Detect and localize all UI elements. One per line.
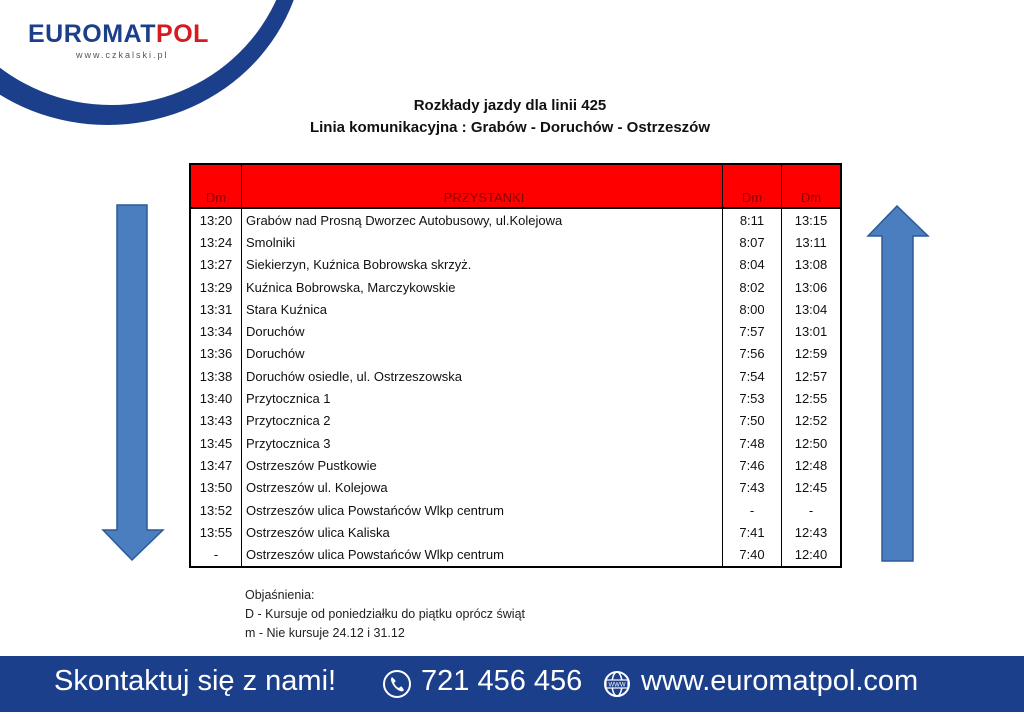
footer-website[interactable]: www.euromatpol.com <box>641 665 919 697</box>
table-row <box>190 521 841 543</box>
table-row <box>190 320 841 342</box>
stop-name: Ostrzeszów Pustkowie <box>242 454 723 476</box>
page-subtitle: Linia komunikacyjna : Grabów - Doruchów - Ostrzeszów <box>309 119 711 136</box>
notes <box>245 586 525 643</box>
stop-name: Ostrzeszów ulica Powstańców Wlkp centrum <box>242 499 723 521</box>
time-dm-2: 7:41 <box>723 521 782 543</box>
footer-banner <box>0 656 1024 712</box>
time-dm-2: 7:50 <box>723 410 782 432</box>
brand-logo <box>28 20 209 49</box>
time-dm-1: 13:20 <box>190 208 242 231</box>
time-dm-3: 12:59 <box>782 343 842 365</box>
header-stops: PRZYSTANKI <box>242 164 723 208</box>
stop-name: Ostrzeszów ulica Kaliska <box>242 521 723 543</box>
notes-line-1: D - Kursuje od poniedziałku do piątku oprócz świąt <box>245 607 526 621</box>
time-dm-3: 13:11 <box>782 231 842 253</box>
time-dm-3: 12:48 <box>782 454 842 476</box>
header-dm-1: Dm <box>190 164 242 208</box>
time-dm-1: 13:31 <box>190 298 242 320</box>
brand-name-part2: POL <box>156 20 209 48</box>
time-dm-1: 13:40 <box>190 387 242 409</box>
brand-name-part1: EUROMAT <box>28 20 157 48</box>
stop-name: Siekierzyn, Kuźnica Bobrowska skrzyż. <box>242 254 723 276</box>
notes-heading: Objaśnienia: <box>245 588 315 602</box>
time-dm-2: 7:46 <box>723 454 782 476</box>
time-dm-3: 12:45 <box>782 477 842 499</box>
table-row <box>190 543 841 566</box>
table-row <box>190 276 841 298</box>
notes-line-2: m - Nie kursuje 24.12 i 31.12 <box>245 626 405 640</box>
table-row <box>190 343 841 365</box>
timetable <box>189 163 842 568</box>
stop-name: Ostrzeszów ulica Powstańców Wlkp centrum <box>242 543 723 566</box>
time-dm-3: 12:40 <box>782 543 842 566</box>
table-row <box>190 387 841 409</box>
time-dm-1: 13:34 <box>190 320 242 342</box>
time-dm-1: 13:38 <box>190 365 242 387</box>
stop-name: Doruchów <box>242 343 723 365</box>
footer-contact-text: Skontaktuj się z nami! <box>54 665 337 697</box>
time-dm-1: 13:43 <box>190 410 242 432</box>
time-dm-1: 13:27 <box>190 254 242 276</box>
time-dm-2: 7:48 <box>723 432 782 454</box>
header-dm-2: Dm <box>723 164 782 208</box>
table-row <box>190 254 841 276</box>
time-dm-1: 13:50 <box>190 477 242 499</box>
time-dm-1: 13:52 <box>190 499 242 521</box>
table-row <box>190 410 841 432</box>
time-dm-2: 7:43 <box>723 477 782 499</box>
page-title: Rozkłady jazdy dla linii 425 <box>413 97 607 114</box>
arrow-up-icon <box>866 205 930 563</box>
time-dm-3: 13:08 <box>782 254 842 276</box>
header-dm-3: Dm <box>782 164 842 208</box>
stop-name: Grabów nad Prosną Dworzec Autobusowy, ul.Kolejowa <box>242 208 723 231</box>
time-dm-1: - <box>190 543 242 566</box>
table-row <box>190 231 841 253</box>
time-dm-3: 12:52 <box>782 410 842 432</box>
time-dm-2: 8:11 <box>723 208 782 231</box>
timetable-body <box>190 208 841 567</box>
table-row <box>190 432 841 454</box>
time-dm-2: - <box>723 499 782 521</box>
footer-phone[interactable]: 721 456 456 <box>421 665 583 697</box>
table-row <box>190 365 841 387</box>
time-dm-1: 13:36 <box>190 343 242 365</box>
time-dm-3: 12:50 <box>782 432 842 454</box>
time-dm-2: 8:02 <box>723 276 782 298</box>
arrow-down-icon <box>101 204 165 562</box>
table-row <box>190 208 841 231</box>
time-dm-2: 8:00 <box>723 298 782 320</box>
time-dm-1: 13:55 <box>190 521 242 543</box>
stop-name: Stara Kuźnica <box>242 298 723 320</box>
table-row <box>190 499 841 521</box>
time-dm-2: 7:53 <box>723 387 782 409</box>
time-dm-3: 13:04 <box>782 298 842 320</box>
time-dm-2: 8:07 <box>723 231 782 253</box>
stop-name: Kuźnica Bobrowska, Marczykowskie <box>242 276 723 298</box>
stop-name: Ostrzeszów ul. Kolejowa <box>242 477 723 499</box>
stop-name: Doruchów <box>242 320 723 342</box>
time-dm-2: 7:54 <box>723 365 782 387</box>
table-row <box>190 454 841 476</box>
brand-url: www.czkalski.pl <box>76 50 169 60</box>
time-dm-3: 13:06 <box>782 276 842 298</box>
globe-icon <box>602 668 632 700</box>
time-dm-2: 8:04 <box>723 254 782 276</box>
time-dm-1: 13:29 <box>190 276 242 298</box>
phone-icon <box>382 668 412 700</box>
stop-name: Smolniki <box>242 231 723 253</box>
time-dm-2: 7:56 <box>723 343 782 365</box>
time-dm-1: 13:47 <box>190 454 242 476</box>
table-row <box>190 477 841 499</box>
time-dm-3: 13:15 <box>782 208 842 231</box>
stop-name: Przytocznica 3 <box>242 432 723 454</box>
svg-text:WWW: WWW <box>608 682 626 689</box>
time-dm-1: 13:24 <box>190 231 242 253</box>
time-dm-3: 12:43 <box>782 521 842 543</box>
time-dm-3: 12:57 <box>782 365 842 387</box>
stop-name: Doruchów osiedle, ul. Ostrzeszowska <box>242 365 723 387</box>
time-dm-1: 13:45 <box>190 432 242 454</box>
table-row <box>190 298 841 320</box>
time-dm-2: 7:40 <box>723 543 782 566</box>
time-dm-3: 13:01 <box>782 320 842 342</box>
time-dm-2: 7:57 <box>723 320 782 342</box>
stop-name: Przytocznica 2 <box>242 410 723 432</box>
time-dm-3: - <box>782 499 842 521</box>
timetable-header-row <box>190 164 841 208</box>
time-dm-3: 12:55 <box>782 387 842 409</box>
stop-name: Przytocznica 1 <box>242 387 723 409</box>
